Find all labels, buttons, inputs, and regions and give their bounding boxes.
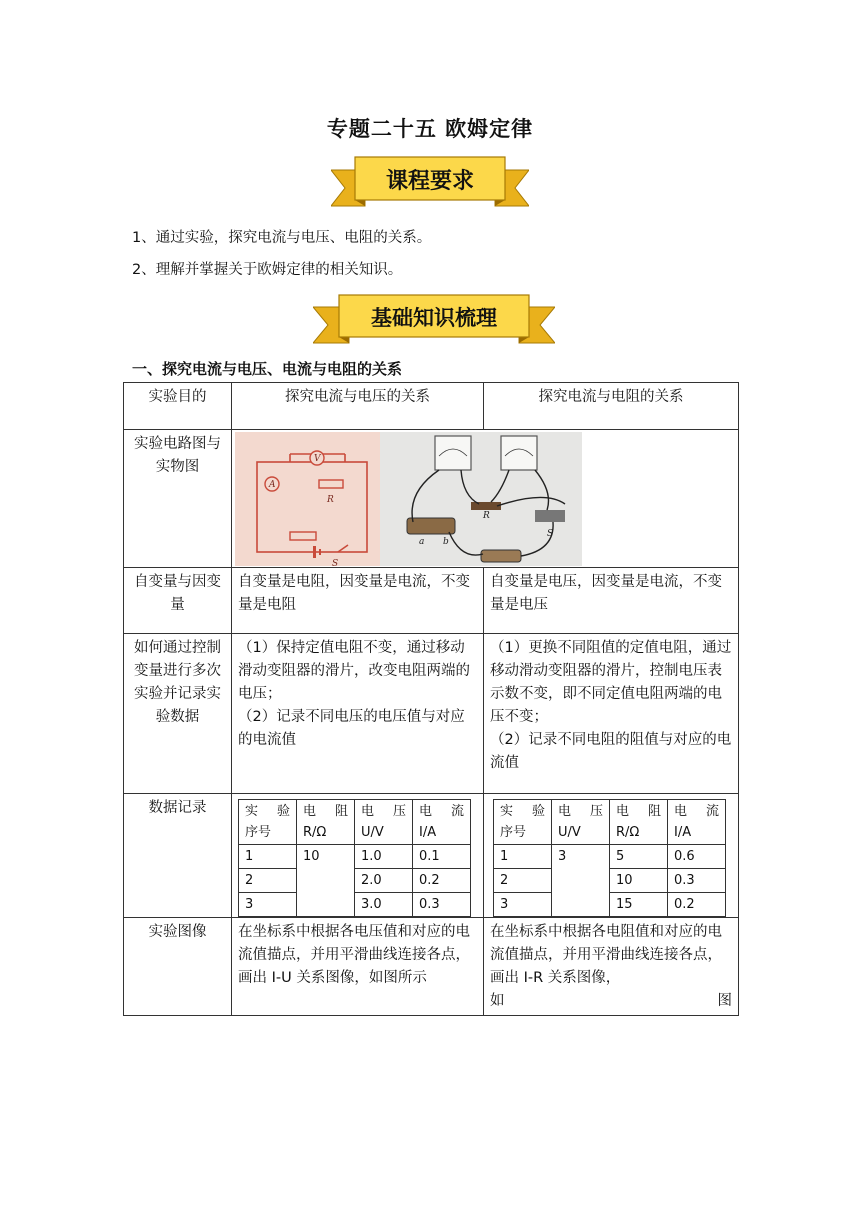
table-cell: 3.0: [355, 893, 413, 917]
table-cell: 15: [610, 893, 668, 917]
control-left-step-1: （1）保持定值电阻不变，通过移动滑动变阻器的滑片，改变电阻两端的电压；: [238, 640, 470, 702]
header-cell: 电 流 I/A: [668, 800, 726, 845]
course-requirements-banner: [331, 154, 529, 212]
course-requirements-label: 课程要求: [385, 168, 474, 194]
photo-resistor-label: R: [483, 511, 490, 521]
table-cell: 3: [239, 893, 297, 917]
ammeter-label: A: [269, 480, 276, 490]
voltmeter-label: V: [314, 454, 321, 464]
table-row: [494, 893, 726, 917]
control-left-step-2: （2）记录不同电压的电压值与对应的电流值: [238, 709, 465, 748]
table-row: [124, 794, 739, 918]
table-cell: 1: [494, 845, 552, 869]
merged-cell: 10: [297, 845, 355, 917]
header-cell: 探究电流与电压的关系: [232, 383, 484, 430]
experiment-table: [123, 382, 739, 1016]
row-label: 实验图像: [124, 918, 232, 1016]
voltage-data-table: [238, 799, 471, 917]
table-cell: 2.0: [355, 869, 413, 893]
table-row: [124, 634, 739, 794]
table-row: [124, 918, 739, 1016]
graph-right-cell: [484, 918, 739, 1016]
basic-knowledge-label: 基础知识梳理: [371, 305, 497, 330]
data-right-cell: [484, 794, 739, 918]
var-right-cell: 自变量是电压，因变量是电流，不变量是电压: [484, 568, 739, 634]
rheostat-a-label: a: [419, 537, 425, 547]
header-cell: 电 阻 R/Ω: [610, 800, 668, 845]
circuit-figure-cell: [232, 430, 739, 568]
header-cell: 电 阻 R/Ω: [297, 800, 355, 845]
photo-switch-label: S: [547, 529, 554, 539]
graph-right-word: 图: [717, 993, 732, 1009]
switch-label: S: [332, 559, 339, 566]
header-cell: 实 验 序号: [494, 800, 552, 845]
row-label: 如何通过控制变量进行多次实验并记录实验数据: [124, 634, 232, 794]
table-row: [124, 383, 739, 430]
table-row: [494, 845, 726, 869]
data-left-cell: [232, 794, 484, 918]
table-cell: 1: [239, 845, 297, 869]
graph-right-last-line: [490, 990, 732, 1013]
header-cell: 电 压 U/V: [355, 800, 413, 845]
resistor-label: R: [327, 495, 334, 505]
table-cell: 0.3: [668, 869, 726, 893]
graph-right-word: 如: [490, 993, 505, 1009]
table-row: [239, 869, 471, 893]
table-cell: 0.2: [668, 893, 726, 917]
table-cell: 0.2: [413, 869, 471, 893]
control-right-cell: [484, 634, 739, 794]
var-left-cell: 自变量是电阻，因变量是电流，不变量是电阻: [232, 568, 484, 634]
control-right-step-1: （1）更换不同阻值的定值电阻，通过移动滑动变阻器的滑片，控制电压表示数不变，即不同定值电阻两端的电压不变；: [490, 640, 732, 725]
control-left-cell: [232, 634, 484, 794]
table-cell: 1.0: [355, 845, 413, 869]
header-cell: 实 验 序号: [239, 800, 297, 845]
table-cell: 10: [610, 869, 668, 893]
row-label: 数据记录: [124, 794, 232, 918]
table-cell: 2: [494, 869, 552, 893]
resistance-data-table: [493, 799, 726, 917]
basic-knowledge-banner: [313, 293, 555, 347]
graph-right-text: 在坐标系中根据各电阻值和对应的电流值描点，并用平滑曲线连接各点，画出 I-R 关系图像，: [490, 924, 722, 986]
circuit-photo: [235, 432, 582, 566]
section-heading: 一、探究电流与电压、电流与电阻的关系: [132, 360, 403, 378]
header-cell: 电 压 U/V: [552, 800, 610, 845]
header-cell: 电 流 I/A: [413, 800, 471, 845]
header-cell: 实验目的: [124, 383, 232, 430]
table-cell: 0.6: [668, 845, 726, 869]
requirement-2: 2、理解并掌握关于欧姆定律的相关知识。: [132, 262, 403, 278]
header-cell: 探究电流与电阻的关系: [484, 383, 739, 430]
table-cell: 0.3: [413, 893, 471, 917]
requirement-1: 1、通过实验，探究电流与电压、电阻的关系。: [132, 230, 432, 246]
merged-cell: 3: [552, 845, 610, 917]
graph-left-cell: 在坐标系中根据各电压值和对应的电流值描点，并用平滑曲线连接各点，画出 I-U 关系图像，如图所示: [232, 918, 484, 1016]
control-right-step-2: （2）记录不同电阻的阻值与对应的电流值: [490, 732, 732, 771]
rheostat-b-label: b: [443, 537, 449, 547]
table-row: [239, 845, 471, 869]
table-cell: 2: [239, 869, 297, 893]
row-label: 实验电路图与实物图: [124, 430, 232, 568]
table-row: [124, 568, 739, 634]
table-cell: 5: [610, 845, 668, 869]
table-row: [494, 800, 726, 845]
table-cell: 3: [494, 893, 552, 917]
page-title: 专题二十五 欧姆定律: [326, 117, 534, 141]
table-row: [239, 800, 471, 845]
table-row: [124, 430, 739, 568]
row-label: 自变量与因变量: [124, 568, 232, 634]
table-row: [239, 893, 471, 917]
table-cell: 0.1: [413, 845, 471, 869]
table-row: [494, 869, 726, 893]
